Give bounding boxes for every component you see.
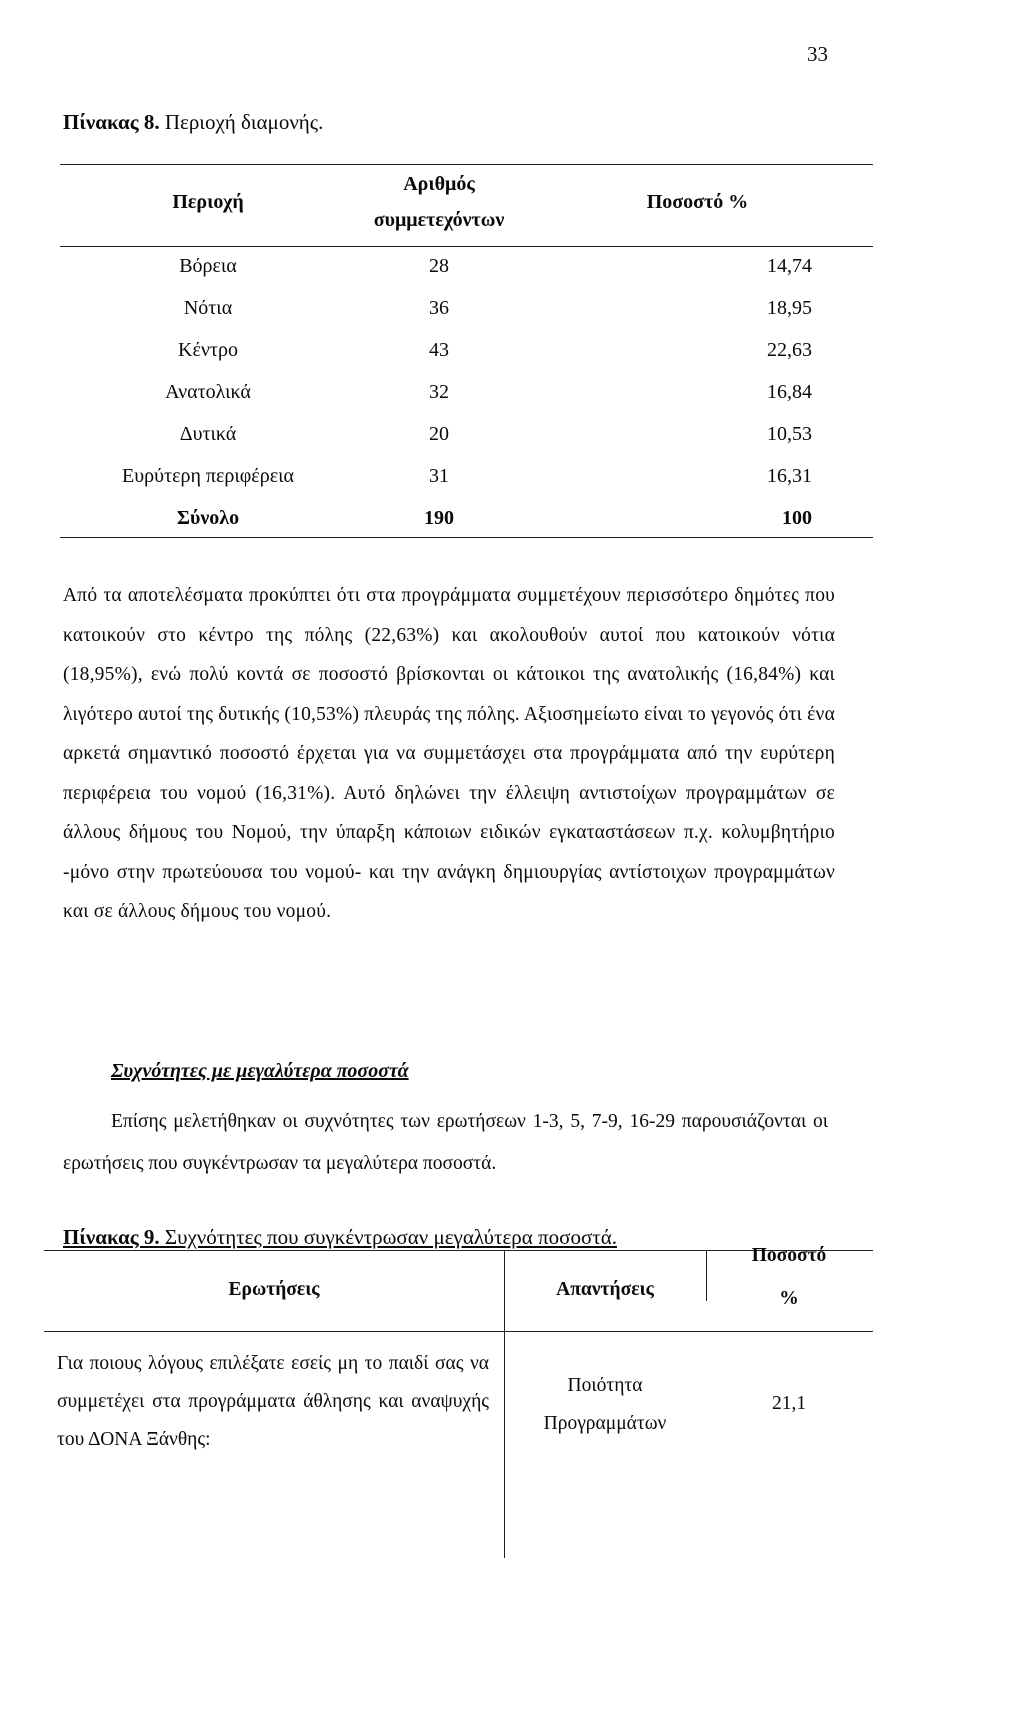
table8-caption-title: Περιοχή διαμονής. xyxy=(159,110,324,134)
table8-header-percent: Ποσοστό % xyxy=(646,191,749,213)
table8-header-count-line2: συμμετεχόντων xyxy=(373,209,505,231)
table9-question-cell: Για ποιους λόγους επιλέξατε εσείς μη το παιδί σας να συμμετέχει στα προγράμματα άθλησης και αναψυχής του ΔΟΝΑ Ξάνθης: xyxy=(57,1353,489,1450)
region-cell: Ευρύτερη περιφέρεια xyxy=(122,465,294,487)
percent-cell: 22,63 xyxy=(767,339,812,361)
section-subheading: Συχνότητες με μεγαλύτερα ποσοστά xyxy=(111,1060,409,1082)
region-cell: Βόρεια xyxy=(179,255,237,277)
percent-cell: 10,53 xyxy=(767,423,812,445)
percent-cell: 14,74 xyxy=(767,255,812,277)
count-cell: 20 xyxy=(429,423,449,445)
intro-paragraph-text: Επίσης μελετήθηκαν οι συχνότητες των ερωτήσεων 1-3, 5, 7-9, 16-29 παρουσιάζονται οι ερωτήσεις που συγκέντρωσαν τα μεγαλύτερα ποσοστά. xyxy=(63,1111,828,1174)
count-cell: 31 xyxy=(429,465,449,487)
table-row xyxy=(60,245,873,287)
count-cell: 32 xyxy=(429,381,449,403)
table-row xyxy=(60,287,873,329)
region-cell: Νότια xyxy=(183,297,233,319)
table9-header-rule xyxy=(44,1331,873,1332)
table9-percent-cell: 21,1 xyxy=(771,1393,807,1414)
table-total-row xyxy=(60,497,873,539)
percent-cell: 16,84 xyxy=(767,381,812,403)
table-row xyxy=(60,329,873,371)
table8-caption xyxy=(63,110,323,135)
table9-answer-line1: Ποιότητα xyxy=(567,1375,643,1396)
intro-paragraph xyxy=(63,1101,828,1185)
percent-cell: 16,31 xyxy=(767,465,812,487)
count-cell: 36 xyxy=(429,297,449,319)
table8-caption-label: Πίνακας 8. xyxy=(63,110,160,134)
table8-header-count-line1: Αριθμός xyxy=(403,173,475,195)
table9-col-divider xyxy=(504,1250,505,1378)
table9-header-percent-line2: % xyxy=(779,1288,799,1309)
table9 xyxy=(44,1247,872,1719)
table9-caption-label: Πίνακας 9. xyxy=(63,1225,160,1249)
total-percent: 100 xyxy=(782,507,812,529)
table9-caption-title: Συχνότητες που συγκέντρωσαν μεγαλύτερα ποσοστά. xyxy=(159,1225,617,1249)
page-number: 33 xyxy=(807,42,828,66)
total-count: 190 xyxy=(424,507,454,529)
table9-header-percent-line1: Ποσοστό xyxy=(751,1245,827,1266)
table-row xyxy=(60,371,873,413)
region-cell: Ανατολικά xyxy=(165,381,251,403)
table9-header-answer: Απαντήσεις xyxy=(556,1279,654,1300)
body-paragraph: Από τα αποτελέσματα προκύπτει ότι στα προγράμματα συμμετέχουν περισσότερο δημότες που κατοικούν στο κέντρο της πόλης (22,63%) και ακολουθούν αυτοί που κατοικούν νότια (18,95%), ενώ πολύ κοντά σε ποσοστό βρίσκονται οι κάτοικοι της ανατολικής (16,84%) και λιγότερο αυτοί της δυτικής (10,53%) πλευράς της πόλης. Αξιοσημείωτο είναι το γεγονός ότι ένα αρκετά σημαντικό ποσοστό έρχεται για να συμμετάσχει στα προγράμματα από την ευρύτερη περιφέρεια του νομού (16,31%). Αυτό δηλώνει την έλλειψη αντιστοίχων προγραμμάτων σε άλλους δήμους του Νομού, την ύπαρξη κάποιων ειδικών εγκαταστάσεων π.χ. κολυμβητήριο -μόνο στην πρωτεύουσα του νομού- και την ανάγκη δημιουργίας αντίστοιχων προγραμμάτων και σε άλλους δήμους του νομού. xyxy=(63,585,835,922)
table9-answer-line2: Προγραμμάτων xyxy=(543,1413,667,1434)
count-cell: 43 xyxy=(429,339,449,361)
table-row xyxy=(60,455,873,497)
region-cell: Δυτικά xyxy=(179,423,237,445)
total-label: Σύνολο xyxy=(176,507,240,529)
percent-cell: 18,95 xyxy=(767,297,812,319)
count-cell: 28 xyxy=(429,255,449,277)
region-cell: Κέντρο xyxy=(178,339,238,361)
table8-header-region: Περιοχή xyxy=(172,191,244,213)
table8-bottom-rule xyxy=(60,537,873,538)
table9-header-question: Ερωτήσεις xyxy=(228,1279,320,1300)
table-row xyxy=(60,413,873,455)
